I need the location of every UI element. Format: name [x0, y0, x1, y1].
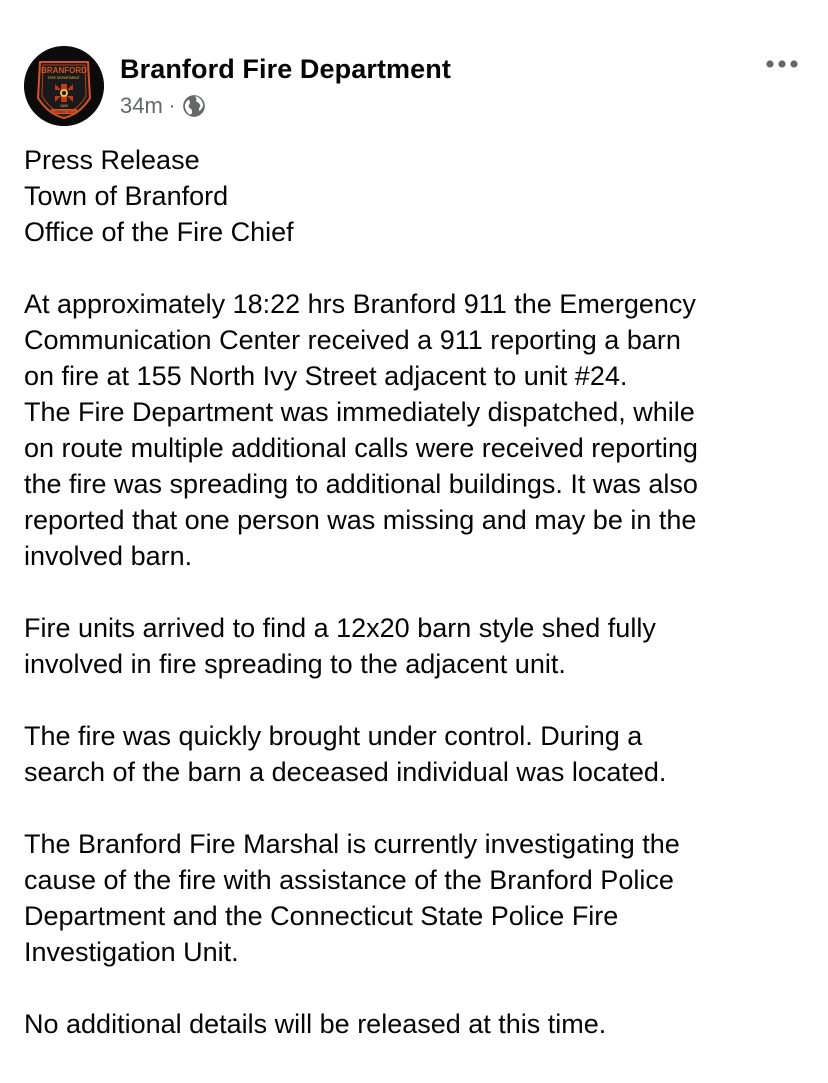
text-line: reported that one person was missing and may be in the: [24, 505, 697, 535]
post-timestamp[interactable]: 34m: [120, 93, 163, 118]
paragraph-investigation: [24, 826, 814, 970]
text-line: The fire was quickly brought under control. During a: [24, 721, 643, 751]
paragraph-arrival: [24, 610, 814, 682]
post-header: [24, 46, 804, 128]
text-line: The Branford Fire Marshal is currently investigating the: [24, 829, 680, 859]
svg-text:CONNECTICUT: CONNECTICUT: [52, 110, 76, 114]
post-body: [24, 142, 814, 1042]
text-line: The Fire Department was immediately dispatched, while: [24, 397, 695, 427]
post-meta: [120, 93, 207, 119]
post-author-name[interactable]: Branford Fire Department: [120, 54, 451, 84]
text-line: At approximately 18:22 hrs Branford 911 the Emergency: [24, 289, 696, 319]
text-line: Press Release: [24, 145, 200, 175]
paragraph-incident: [24, 286, 814, 574]
text-line: cause of the fire with assistance of the Branford Police: [24, 865, 674, 895]
globe-icon[interactable]: [181, 93, 207, 119]
text-line: Investigation Unit.: [24, 937, 239, 967]
text-line: involved barn.: [24, 541, 193, 571]
text-line: the fire was spreading to additional buildings. It was also: [24, 469, 698, 499]
text-line: Department and the Connecticut State Police Fire: [24, 901, 619, 931]
text-line: Office of the Fire Chief: [24, 217, 294, 247]
svg-text:FIRE DEPARTMENT: FIRE DEPARTMENT: [48, 76, 80, 80]
text-line: search of the barn a deceased individual was located.: [24, 757, 667, 787]
text-line: on route multiple additional calls were received reporting: [24, 433, 698, 463]
more-options-button[interactable]: [764, 52, 804, 76]
svg-text:1899: 1899: [60, 104, 68, 108]
more-horizontal-icon: [764, 52, 804, 76]
paragraph-closing: [24, 1006, 814, 1042]
text-line: involved in fire spreading to the adjacent unit.: [24, 649, 566, 679]
paragraph-control: [24, 718, 814, 790]
fire-department-logo: [24, 46, 104, 126]
text-line: Fire units arrived to find a 12x20 barn style shed fully: [24, 613, 656, 643]
text-line: on fire at 155 North Ivy Street adjacent to unit #24.: [24, 361, 628, 391]
avatar[interactable]: [24, 46, 104, 126]
text-line: Communication Center received a 911 reporting a barn: [24, 325, 681, 355]
text-line: No additional details will be released at this time.: [24, 1009, 607, 1039]
meta-separator: ·: [168, 94, 176, 117]
press-release-header: [24, 142, 814, 250]
svg-text:BRANFORD: BRANFORD: [41, 66, 87, 75]
text-line: Town of Branford: [24, 181, 229, 211]
